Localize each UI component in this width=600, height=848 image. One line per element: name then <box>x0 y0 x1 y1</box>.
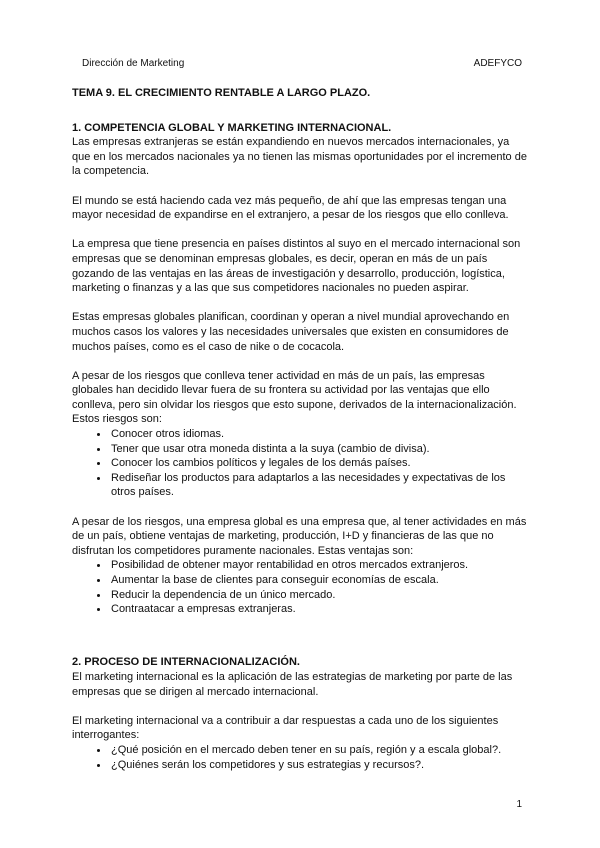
section-1-heading: 1. COMPETENCIA GLOBAL Y MARKETING INTERNACIONAL. <box>72 121 392 134</box>
list-item: • Rediseñar los productos para adaptarlos a las necesidades y expectativas de los otros países. <box>109 471 528 500</box>
paragraph: El mundo se está haciendo cada vez más pequeño, de ahí que las empresas tengan una mayor necesidad de expandirse en el extranjero, a pesar de los riesgos que ello conlleva. <box>72 194 509 222</box>
list-item: • ¿Qué posición en el mercado deben tener en su país, región y a escala global?. <box>109 743 528 758</box>
paragraph: Estas empresas globales planifican, coordinan y operan a nivel mundial aprovechando en muchos casos los valores y las necesidades universales que existen en consumidores de muchos países, como es el caso de nike o de cocacola. <box>72 311 510 353</box>
risks-list <box>72 427 528 500</box>
paragraph: La empresa que tiene presencia en países distintos al suyo en el mercado internacional son empresas que se denominan empresas globales, es decir, operan en más de un país gozando de las ventajas en las áreas de investigación y desarrollo, producción, logística, marketing o finanzas y a las que sus competidores nacionales no pueden aspirar. <box>72 238 521 295</box>
document-title: TEMA 9. EL CRECIMIENTO RENTABLE A LARGO PLAZO. <box>72 87 371 99</box>
list-item: • Aumentar la base de clientes para conseguir economías de escala. <box>109 573 528 588</box>
questions-list <box>72 743 528 772</box>
section-2-heading: 2. PROCESO DE INTERNACIONALIZACIÓN. <box>72 656 300 669</box>
list-item: • Conocer los cambios políticos y legales de los demás países. <box>109 456 528 471</box>
list-item: • ¿Quiénes serán los competidores y sus estrategias y recursos?. <box>109 758 528 773</box>
header-left: Dirección de Marketing <box>82 58 185 69</box>
paragraph: El marketing internacional es la aplicación de las estrategias de marketing por parte de las empresas que se dirigen al mercado internacional. <box>72 670 513 698</box>
list-item: • Contraatacar a empresas extranjeras. <box>109 602 528 617</box>
page-number: 1 <box>516 799 522 810</box>
list-item: • Reducir la dependencia de un único mercado. <box>109 588 528 603</box>
spacer <box>72 631 528 655</box>
header-right: ADEFYCO <box>473 58 522 69</box>
paragraph: Las empresas extranjeras se están expandiendo en nuevos mercados internacionales, ya que en los mercados nacionales ya no tienen las mismas oportunidades por el incremento de la competencia. <box>72 136 527 178</box>
advantages-list <box>72 558 528 616</box>
list-item: • Conocer otros idiomas. <box>109 427 528 442</box>
paragraph: A pesar de los riesgos, una empresa global es una empresa que, al tener actividades en más de un país, obtiene ventajas de marketing, producción, I+D y financieras de las que no disfrutan los competidores puramente nacionales. Estas ventajas son: <box>72 515 527 557</box>
document-body <box>72 86 528 787</box>
list-item: • Posibilidad de obtener mayor rentabilidad en otros mercados extranjeros. <box>109 558 528 573</box>
paragraph: El marketing internacional va a contribuir a dar respuestas a cada uno de los siguientes interrogantes: <box>72 714 499 742</box>
list-item: • Tener que usar otra moneda distinta a la suya (cambio de divisa). <box>109 442 528 457</box>
paragraph: A pesar de los riesgos que conlleva tener actividad en más de un país, las empresas globales han decidido llevar fuera de su frontera su actividad por las ventajas que ello conlleva, pero sin olvidar los riesgos que esto supone, derivados de la internacionalización. Estos riesgos son: <box>72 369 517 426</box>
